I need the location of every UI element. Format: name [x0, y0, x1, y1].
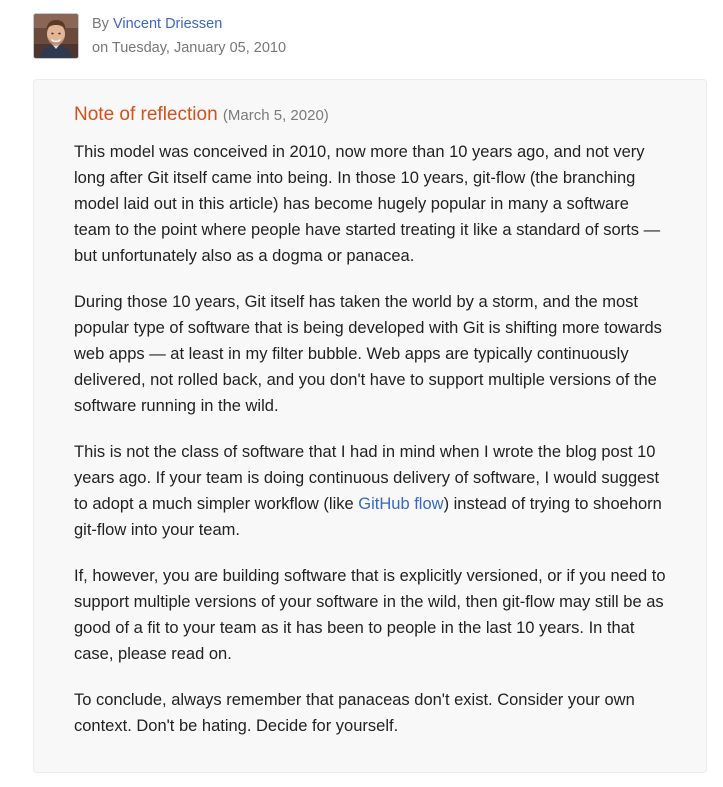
- publish-date: on Tuesday, January 05, 2010: [92, 40, 287, 56]
- note-paragraph-3: [74, 439, 666, 543]
- note-date: (March 5, 2020): [222, 107, 329, 124]
- reflection-note: [33, 79, 707, 773]
- author-byline: [33, 12, 286, 60]
- github-flow-link[interactable]: GitHub flow: [358, 495, 444, 513]
- avatar-photo-icon: [34, 14, 78, 58]
- paragraph-3-text-after: ) instead of trying to shoehorn git-flow into your team.: [74, 495, 662, 539]
- note-paragraph-5: To conclude, always remember that panaceas don't exist. Consider your own context. Don't be hating. Decide for yourself.: [74, 691, 635, 735]
- paragraph-3-text-before: This is not the class of software that I had in mind when I wrote the blog post 10 years ago. If your team is doing continuous delivery of software, I would suggest to adopt a much simpler workflow (like: [74, 443, 660, 513]
- note-title: Note of reflection: [74, 104, 218, 125]
- byline-author-line: [92, 12, 286, 36]
- author-avatar[interactable]: [33, 13, 79, 59]
- byline-text: [92, 12, 286, 60]
- note-paragraph-1: This model was conceived in 2010, now more than 10 years ago, and not very long after Git itself came into being. In those 10 years, git-flow (the branching model laid out in this article) has become hugely popular in many a software team to the point where people have started treating it like a standard of sorts — but unfortunately also as a dogma or panacea.: [74, 143, 661, 265]
- note-paragraph-4: If, however, you are building software that is explicitly versioned, or if you need to support multiple versions of your software in the wild, then git-flow may still be as good of a fit to your team as it has been to people in the last 10 years. In that case, please read on.: [74, 567, 666, 663]
- byline-prefix: By: [92, 16, 113, 32]
- note-paragraph-2: During those 10 years, Git itself has taken the world by a storm, and the most popular type of software that is being developed with Git is shifting more towards web apps — at least in my filter bubble. Web apps are typically continuously delivered, not rolled back, and you don't have to support multiple versions of the software running in the wild.: [74, 293, 662, 415]
- note-heading: [74, 101, 666, 130]
- author-link[interactable]: Vincent Driessen: [112, 16, 223, 32]
